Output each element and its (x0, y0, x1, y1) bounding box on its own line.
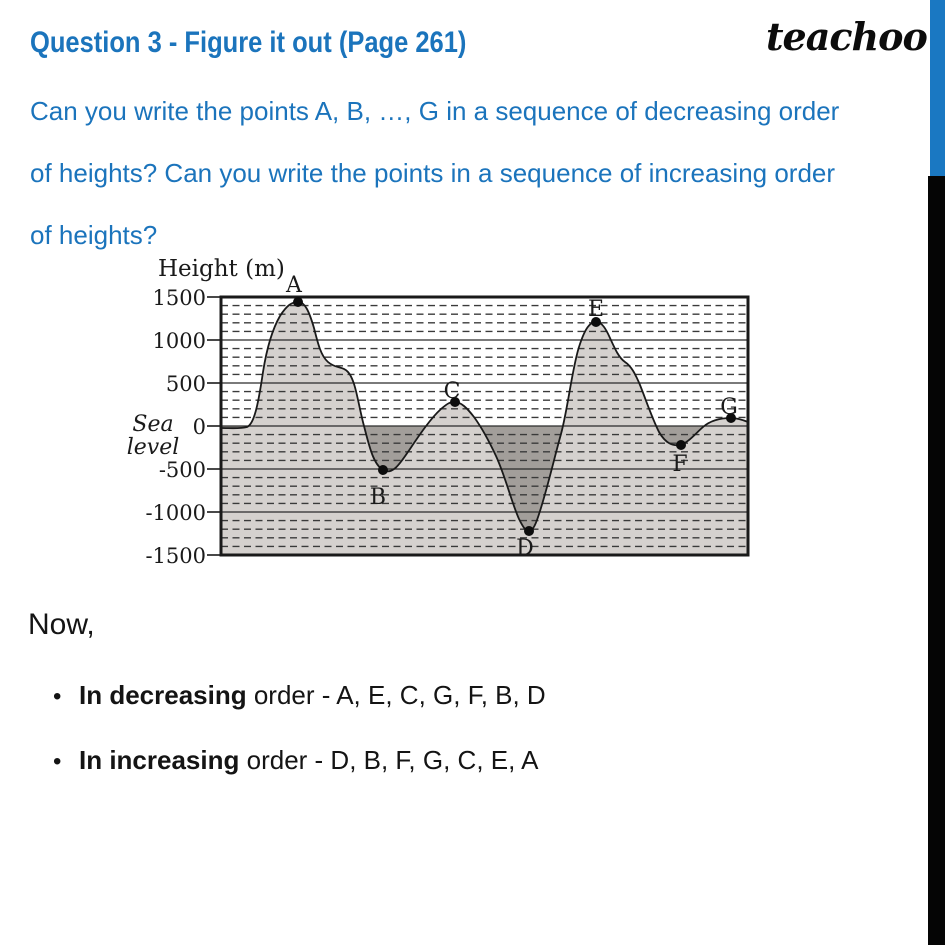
point-dot-D (524, 526, 534, 536)
y-tick-label: -1000 (145, 501, 206, 525)
point-dot-F (676, 440, 686, 450)
answer-intro: Now, (28, 608, 95, 641)
bullet-icon: • (53, 748, 62, 775)
point-label-B: B (369, 485, 387, 510)
answer-rest: order - D, B, F, G, C, E, A (239, 745, 539, 775)
answer-bold: In increasing (79, 745, 240, 775)
answer-decreasing (53, 680, 546, 711)
page-title: Question 3 - Figure it out (Page 261) (30, 26, 467, 59)
question-text (30, 80, 839, 266)
y-tick-label: 0 (192, 415, 206, 439)
point-label-C: C (443, 379, 461, 404)
bullet-icon: • (53, 683, 62, 710)
question-line: of heights? Can you write the points in a sequence of increasing order (30, 158, 836, 188)
y-tick-label: -500 (158, 458, 206, 482)
right-edge-blue-bar (930, 0, 945, 176)
right-edge-black-bar (928, 176, 945, 945)
answer-rest: order - A, E, C, G, F, B, D (246, 680, 546, 710)
point-label-E: E (587, 297, 605, 322)
sea-level-line1: Sea (132, 412, 174, 437)
y-tick-label: 1000 (152, 329, 206, 353)
height-profile-chart (120, 250, 820, 585)
question-line: of heights? (30, 220, 158, 250)
teachoo-logo: teachoo (766, 14, 927, 59)
sea-level-line2: level (126, 435, 180, 460)
answer-increasing (53, 745, 538, 776)
point-label-G: G (720, 395, 738, 420)
answer-bold: In decreasing (79, 680, 247, 710)
point-dot-A (293, 297, 303, 307)
height-profile-figure (120, 250, 820, 585)
point-label-A: A (286, 273, 302, 298)
y-tick-label: 500 (165, 372, 206, 396)
question-line: Can you write the points A, B, …, G in a sequence of decreasing order (30, 96, 840, 126)
y-axis-title: Height (m) (158, 256, 285, 282)
y-tick-label: 1500 (152, 286, 206, 310)
point-label-D: D (516, 536, 534, 561)
point-label-F: F (672, 452, 688, 477)
point-dot-B (378, 465, 388, 475)
y-tick-label: -1500 (145, 544, 206, 568)
sea-level-label (127, 412, 180, 460)
